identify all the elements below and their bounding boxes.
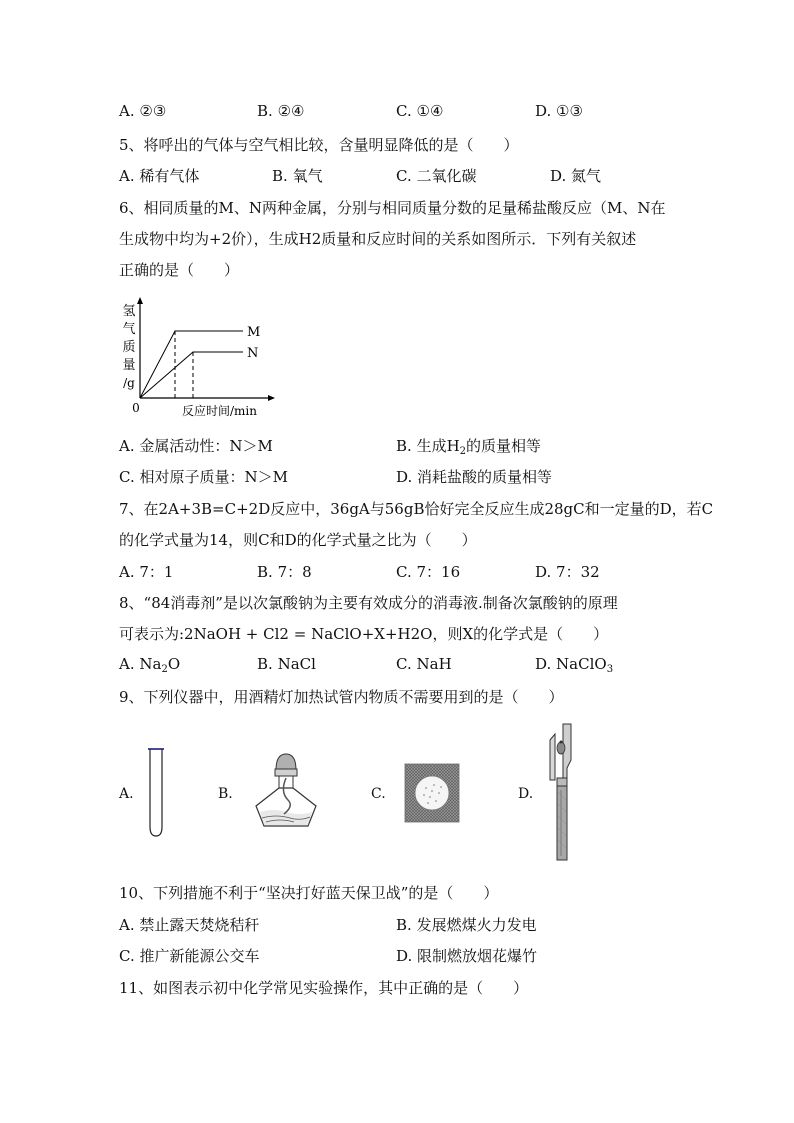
q7-stem-line-1: 7、在2A+3B=C+2D反应中，36gA与56gB恰好完全反应生成28gC和一定量的D，若C bbox=[119, 500, 714, 518]
q4-option-d: D. ①③ bbox=[535, 102, 583, 120]
q10-option-b: B. 发展燃煤火力发电 bbox=[396, 916, 537, 934]
q6-ylabel-char-5: /g bbox=[123, 376, 135, 390]
q10-stem: 10、下列措施不利于“坚决打好蓝天保卫战”的是（ ） bbox=[119, 884, 499, 902]
q6-curve-n bbox=[140, 352, 243, 398]
q9-option-b-label: B. bbox=[218, 786, 233, 802]
q6-ylabel-char-1: 氢 bbox=[122, 304, 136, 319]
q6-ylabel-char-2: 气 bbox=[122, 322, 136, 337]
q6-ylabel-char-4: 量 bbox=[122, 358, 136, 373]
q5-option-c: C. 二氧化碳 bbox=[396, 167, 477, 185]
q7-option-d: D. 7：32 bbox=[535, 563, 600, 581]
q6-stem-line-3: 正确的是（ ） bbox=[119, 261, 240, 279]
q11-stem: 11、如图表示初中化学常见实验操作，其中正确的是（ ） bbox=[119, 979, 529, 997]
q10-option-d: D. 限制燃放烟花爆竹 bbox=[396, 947, 538, 965]
q9-option-a-label: A. bbox=[119, 786, 134, 802]
q6-option-b: B. 生成$H_2$的质量相等 bbox=[396, 437, 542, 457]
q8-option-d: D. NaClO$_3$ bbox=[535, 655, 614, 675]
q9-option-c-label: C. bbox=[371, 786, 386, 802]
q9-option-d-label: D. bbox=[518, 786, 534, 802]
q6-label-n: N bbox=[247, 346, 259, 361]
q4-option-c: C. ①④ bbox=[396, 102, 444, 120]
q6-option-c: C. 相对原子质量：N＞M bbox=[119, 468, 288, 486]
q6-xlabel: 反应时间/min bbox=[182, 404, 257, 418]
q6-label-m: M bbox=[247, 325, 261, 340]
q8-stem-line-1: 8、“84消毒剂”是以次氯酸钠为主要有效成分的消毒液.制备次氯酸钠的原理 bbox=[119, 594, 618, 612]
q8-option-c: C. NaH bbox=[396, 655, 452, 673]
q5-option-d: D. 氮气 bbox=[550, 167, 602, 185]
asbestos-gauze-icon bbox=[404, 763, 460, 823]
q4-option-b: B. ②④ bbox=[257, 102, 305, 120]
q8-stem-line-2: 可表示为:2NaOH + Cl2 = NaClO+X+H2O，则X的化学式是（ ） bbox=[119, 625, 609, 643]
q7-option-a: A. 7：1 bbox=[119, 563, 174, 581]
q6-ylabel-char-3: 质 bbox=[122, 340, 136, 355]
alcohol-lamp-icon bbox=[246, 748, 326, 830]
q5-stem: 5、将呼出的气体与空气相比较，含量明显降低的是（ ） bbox=[119, 136, 519, 154]
q5-option-b: B. 氧气 bbox=[272, 167, 323, 185]
test-tube-holder-icon bbox=[545, 720, 579, 865]
q5-option-a: A. 稀有气体 bbox=[119, 167, 200, 185]
q6-stem-line-1: 6、相同质量的M、N两种金属，分别与相同质量分数的足量稀盐酸反应（M、N在 bbox=[119, 199, 666, 217]
q10-option-a: A. 禁止露天焚烧秸秆 bbox=[119, 916, 260, 934]
q6-graph bbox=[115, 295, 285, 420]
q9-stem: 9、下列仪器中，用酒精灯加热试管内物质不需要用到的是（ ） bbox=[119, 688, 564, 706]
q4-option-a: A. ②③ bbox=[119, 102, 167, 120]
q7-option-b: B. 7：8 bbox=[257, 563, 312, 581]
test-tube-icon bbox=[143, 745, 169, 840]
q6-option-a: A. 金属活动性：N＞M bbox=[119, 437, 273, 455]
q6-x-axis-arrow bbox=[268, 395, 275, 401]
q7-stem-line-2: 的化学式量为14，则C和D的化学式量之比为（ ） bbox=[119, 531, 477, 549]
q8-option-b: B. NaCl bbox=[257, 655, 316, 673]
q7-option-c: C. 7：16 bbox=[396, 563, 461, 581]
q6-option-d: D. 消耗盐酸的质量相等 bbox=[396, 468, 553, 486]
q6-y-axis-arrow bbox=[137, 297, 143, 304]
q6-curve-m bbox=[140, 331, 243, 398]
q10-option-c: C. 推广新能源公交车 bbox=[119, 947, 260, 965]
q6-origin: 0 bbox=[132, 401, 140, 415]
q8-option-a: A. $Na_2O$ bbox=[119, 655, 181, 675]
q6-stem-line-2: 生成物中均为+2价），生成H2质量和反应时间的关系如图所示．下列有关叙述 bbox=[119, 230, 637, 248]
